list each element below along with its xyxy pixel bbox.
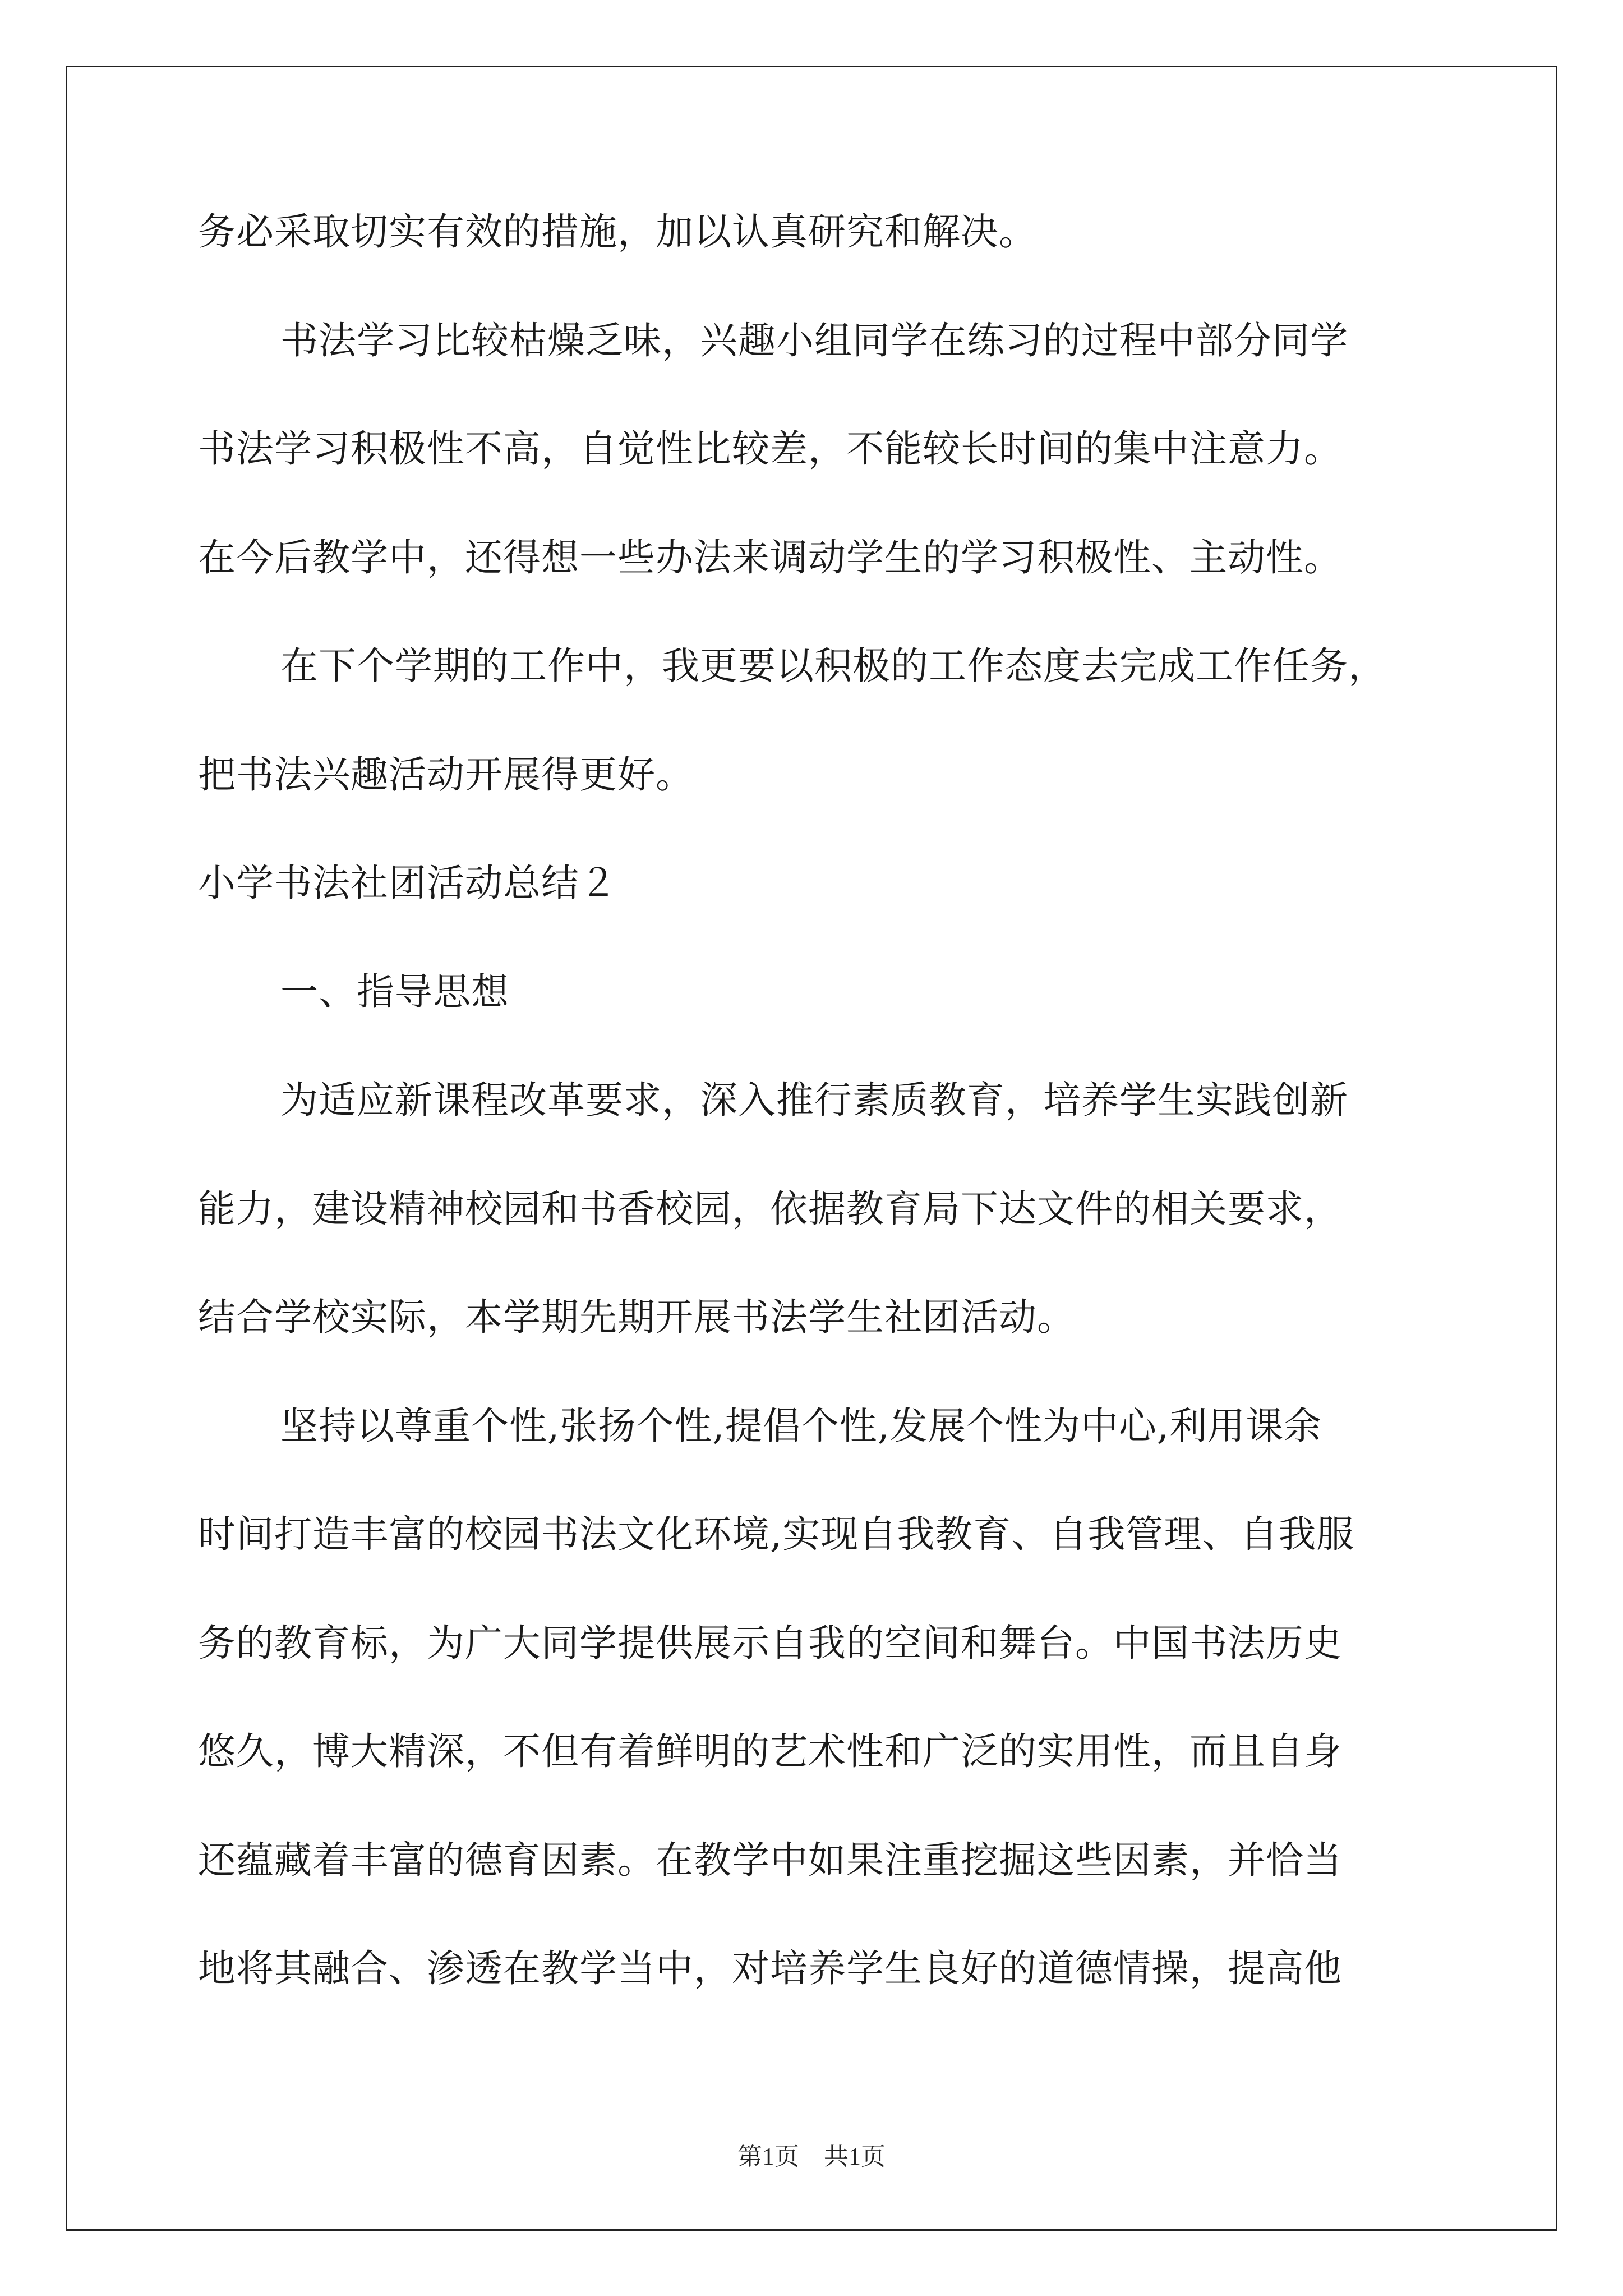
text-line: 为适应新课程改革要求，深入推行素质教育，培养学生实践创新 (280, 1078, 1348, 1122)
page-border (66, 66, 1557, 2231)
text-line: 还蕴藏着丰富的德育因素。在教学中如果注重挖掘这些因素，并恰当 (198, 1838, 1342, 1882)
text-line: 小学书法社团活动总结２ (198, 861, 617, 905)
text-line: 书法学习比较枯燥乏味，兴趣小组同学在练习的过程中部分同学 (280, 318, 1348, 362)
text-line: 能力，建设精神校园和书香校园，依据教育局下达文件的相关要求， (198, 1186, 1342, 1231)
text-line: 书法学习积极性不高，自觉性比较差，不能较长时间的集中注意力。 (198, 427, 1342, 471)
text-line: 务必采取切实有效的措施，加以认真研究和解决。 (198, 210, 1037, 254)
text-line: 坚持以尊重个性,张扬个性,提倡个性,发展个性为中心,利用课余 (280, 1404, 1322, 1448)
page-footer: 第1页 共1页 (737, 2143, 886, 2170)
text-line: 在下个学期的工作中，我更要以积极的工作态度去完成工作任务， (280, 644, 1386, 688)
text-line: 把书法兴趣活动开展得更好。 (198, 752, 694, 797)
text-line: 悠久，博大精深，不但有着鲜明的艺术性和广泛的实用性，而且自身 (198, 1729, 1342, 1773)
text-line: 时间打造丰富的校园书法文化环境,实现自我教育、自我管理、自我服 (198, 1512, 1355, 1556)
text-line: 务的教育标，为广大同学提供展示自我的空间和舞台。中国书法历史 (198, 1621, 1342, 1665)
text-line: 结合学校实际，本学期先期开展书法学生社团活动。 (198, 1295, 1075, 1339)
text-line: 一、指导思想 (280, 969, 509, 1014)
text-line: 在今后教学中，还得想一些办法来调动学生的学习积极性、主动性。 (198, 535, 1342, 579)
text-line: 地将其融合、渗透在教学当中，对培养学生良好的道德情操，提高他 (198, 1947, 1342, 1990)
